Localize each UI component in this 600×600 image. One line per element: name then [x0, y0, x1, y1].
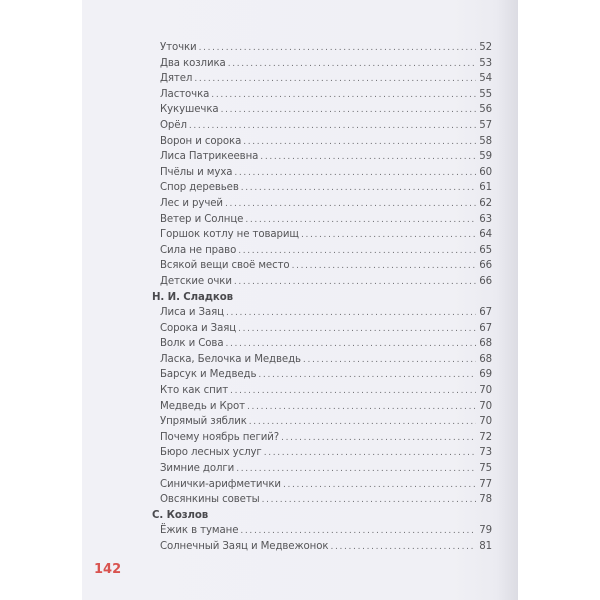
toc-entry [152, 414, 492, 430]
toc-entry-title: Лес и ручей [160, 197, 223, 209]
dot-leader [211, 88, 476, 104]
toc-entry [152, 539, 492, 555]
toc-entry [152, 87, 492, 103]
toc-entry-title: Сила не право [160, 244, 237, 256]
toc-entry [152, 118, 492, 134]
toc-entry-title: Лиса и Заяц [160, 307, 224, 319]
toc-entry [152, 274, 492, 290]
toc-entry [152, 492, 492, 508]
toc-entry-page: 79 [479, 525, 492, 537]
toc-entry-title: Орёл [160, 119, 187, 131]
toc-entry-title: Дятел [160, 73, 193, 85]
toc-entry-page: 57 [479, 119, 492, 131]
toc-entry-page: 61 [479, 182, 492, 194]
dot-leader [262, 493, 477, 509]
toc-entry-title: Пчёлы и муха [160, 166, 233, 178]
toc-entry-title: Солнечный Заяц и Медвежонок [160, 541, 329, 552]
dot-leader [258, 368, 476, 384]
toc-entry [152, 149, 492, 165]
toc-entry-title: Почему ноябрь пегий? [160, 431, 280, 443]
author-heading: С. Козлов [152, 509, 209, 521]
toc-entry [152, 305, 492, 321]
toc-entry-title: Ласточка [160, 88, 210, 100]
toc-entry-page: 77 [479, 478, 492, 490]
toc-entry-title: Два козлика [160, 57, 226, 69]
toc-entry-page: 63 [479, 213, 492, 225]
toc-entry-page: 53 [479, 57, 492, 69]
dot-leader [230, 384, 476, 400]
table-of-contents [152, 40, 492, 555]
toc-entry-page: 59 [479, 151, 492, 163]
dot-leader [330, 540, 476, 556]
toc-entry-title: Ласка, Белочка и Медведь [160, 353, 301, 365]
toc-entry [152, 227, 492, 243]
toc-entry-page: 72 [479, 431, 492, 443]
dot-leader [236, 462, 476, 478]
toc-entry-page: 70 [479, 385, 492, 397]
toc-entry [152, 321, 492, 337]
dot-leader [238, 244, 476, 260]
toc-entry-page: 52 [479, 42, 492, 53]
toc-entry-page: 68 [479, 338, 492, 350]
dot-leader [228, 57, 477, 73]
dot-leader [241, 181, 476, 197]
dot-leader [264, 446, 477, 462]
toc-entry-page: 73 [479, 447, 492, 459]
toc-entry [152, 243, 492, 259]
toc-entry-title: Барсук и Медведь [160, 369, 257, 381]
toc-entry [152, 523, 492, 539]
toc-entry-title: Лиса Патрикеевна [160, 151, 259, 163]
toc-entry [152, 367, 492, 383]
toc-entry-title: Кто как спит [160, 385, 229, 397]
toc-entry-page: 62 [479, 197, 492, 209]
toc-entry-title: Ветер и Солнце [160, 213, 244, 225]
toc-entry [152, 196, 492, 212]
toc-entry-title: Волк и Сова [160, 338, 224, 350]
author-heading: Н. И. Сладков [152, 291, 233, 303]
dot-leader [303, 353, 476, 369]
dot-leader [243, 135, 476, 151]
dot-leader [234, 166, 476, 182]
toc-entry-page: 54 [479, 73, 492, 85]
toc-entry-page: 66 [479, 260, 492, 272]
dot-leader [283, 478, 476, 494]
dot-leader [301, 228, 476, 244]
toc-entry [152, 212, 492, 228]
toc-entry-title: Синички-арифметички [160, 478, 281, 490]
toc-entry-title: Медведь и Крот [160, 400, 245, 412]
toc-entry-title: Ёжик в тумане [160, 525, 239, 537]
toc-entry-page: 70 [479, 400, 492, 412]
dot-leader [245, 213, 476, 229]
dot-leader [225, 197, 476, 213]
toc-entry-title: Горшок котлу не товарищ [160, 229, 299, 241]
toc-section-3 [152, 508, 492, 555]
toc-entry-title: Спор деревьев [160, 182, 239, 194]
page-number: 142 [94, 562, 122, 577]
toc-entry-title: Бюро лесных услуг [160, 447, 262, 459]
toc-entry-page: 56 [479, 104, 492, 116]
toc-entry-title: Кукушечка [160, 104, 219, 116]
toc-entry-title: Овсянкины советы [160, 494, 260, 506]
toc-entry [152, 102, 492, 118]
dot-leader [247, 400, 476, 416]
toc-entry [152, 180, 492, 196]
dot-leader [225, 337, 476, 353]
dot-leader [249, 415, 476, 431]
toc-entry-page: 67 [479, 307, 492, 319]
toc-section-1 [152, 40, 492, 290]
toc-entry-page: 66 [479, 275, 492, 287]
dot-leader [234, 275, 476, 291]
toc-entry-page: 70 [479, 416, 492, 428]
toc-entry [152, 383, 492, 399]
toc-entry-page: 68 [479, 353, 492, 365]
dot-leader [221, 103, 477, 119]
dot-leader [199, 41, 477, 57]
toc-entry [152, 399, 492, 415]
toc-entry [152, 71, 492, 87]
toc-entry [152, 336, 492, 352]
toc-entry-page: 58 [479, 135, 492, 147]
toc-entry-title: Детские очки [160, 275, 232, 287]
toc-entry-page: 78 [479, 494, 492, 506]
toc-entry [152, 461, 492, 477]
toc-entry-page: 55 [479, 88, 492, 100]
toc-entry-page: 69 [479, 369, 492, 381]
toc-entry-page: 81 [479, 541, 492, 552]
toc-entry [152, 445, 492, 461]
dot-leader [226, 306, 476, 322]
toc-entry-title: Всякой вещи своё место [160, 260, 290, 272]
toc-entry-page: 75 [479, 463, 492, 475]
dot-leader [189, 119, 476, 135]
dot-leader [194, 72, 476, 88]
dot-leader [292, 259, 477, 275]
toc-entry [152, 40, 492, 56]
dot-leader [238, 322, 476, 338]
toc-entry-title: Упрямый зяблик [160, 416, 247, 428]
toc-entry-page: 60 [479, 166, 492, 178]
toc-entry [152, 430, 492, 446]
toc-entry [152, 477, 492, 493]
toc-entry-title: Уточки [160, 42, 197, 53]
toc-entry [152, 165, 492, 181]
toc-entry-title: Зимние долги [160, 463, 235, 475]
toc-entry [152, 56, 492, 72]
toc-entry-title: Ворон и сорока [160, 135, 242, 147]
toc-entry [152, 258, 492, 274]
toc-entry-page: 65 [479, 244, 492, 256]
toc-entry-page: 67 [479, 322, 492, 334]
dot-leader [240, 524, 476, 540]
dot-leader [281, 431, 476, 447]
dot-leader [260, 150, 476, 166]
toc-entry [152, 134, 492, 150]
toc-entry [152, 352, 492, 368]
toc-section-2 [152, 290, 492, 508]
toc-entry-title: Сорока и Заяц [160, 322, 237, 334]
toc-entry-page: 64 [479, 229, 492, 241]
